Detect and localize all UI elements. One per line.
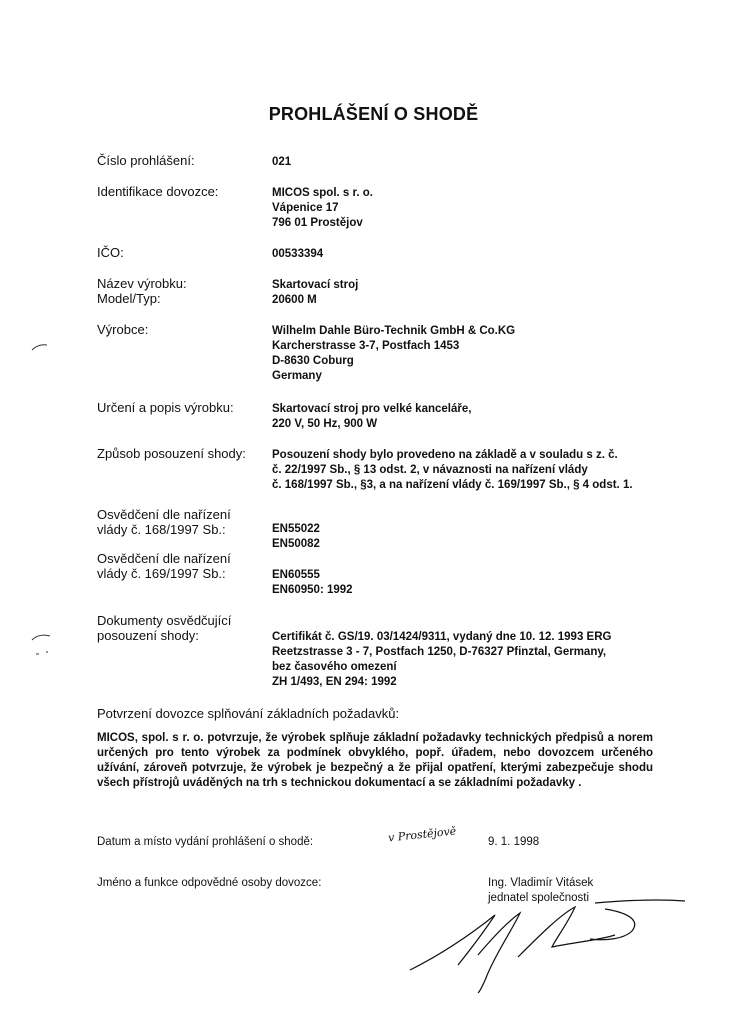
cert-168-line-2: EN50082	[272, 538, 320, 550]
field-label-product-name: Název výrobku:	[97, 276, 187, 291]
confirmation-heading: Potvrzení dovozce splňování základních požadavků:	[97, 706, 400, 721]
manufacturer-name: Wilhelm Dahle Büro-Technik GmbH & Co.KG	[272, 325, 516, 337]
cert-168-line-1: EN55022	[272, 523, 320, 535]
product-name: Skartovací stroj	[272, 279, 359, 291]
field-label-model: Model/Typ:	[97, 291, 161, 306]
field-label-cert-169-line2: vlády č. 169/1997 Sb.:	[97, 566, 226, 581]
cert-169-line-1: EN60555	[272, 569, 320, 581]
cert-169-line-2: EN60950: 1992	[272, 584, 353, 596]
field-label-purpose: Určení a popis výrobku:	[97, 400, 234, 415]
field-value-declaration-number: 021	[272, 156, 292, 168]
handwritten-place: v Prostějově	[387, 824, 457, 845]
assessment-line-2: č. 22/1997 Sb., § 13 odst. 2, v návaznosti na nařízení vlády	[272, 464, 588, 476]
date-place-label: Datum a místo vydání prohlášení o shodě:	[97, 836, 314, 848]
manufacturer-city: D-8630 Coburg	[272, 355, 354, 367]
field-value-ico: 00533394	[272, 248, 324, 260]
field-label-ico: IČO:	[97, 245, 124, 260]
field-label-cert-168-line2: vlády č. 168/1997 Sb.:	[97, 522, 226, 537]
purpose-line-2: 220 V, 50 Hz, 900 W	[272, 418, 378, 430]
field-label-cert-168: Osvědčení dle nařízení	[97, 507, 231, 522]
document-title: PROHLÁŠENÍ O SHODĚ	[268, 104, 479, 124]
purpose-line-1: Skartovací stroj pro velké kanceláře,	[272, 403, 472, 415]
documents-line-3: bez časového omezení	[272, 661, 397, 673]
field-label-documents-line2: posouzení shody:	[97, 628, 199, 643]
margin-mark-icon	[30, 340, 50, 354]
responsible-person-label: Jméno a funkce odpovědné osoby dovozce:	[97, 877, 322, 889]
field-label-importer: Identifikace dovozce:	[97, 184, 219, 199]
manufacturer-street: Karcherstrasse 3-7, Postfach 1453	[272, 340, 460, 352]
field-label-declaration-number: Číslo prohlášení:	[97, 153, 195, 168]
responsible-person-role: jednatel společnosti	[488, 892, 590, 904]
confirmation-text: MICOS, spol. s r. o. potvrzuje, že výrobek splňuje základní požadavky technických předpisů a norem určených pro tento výrobek za podmínek obvyklého, popř. úřadem, nebo dovozcem určeného užívání, zároveň potvrzuje, že výrobek je bezpečný a že přijal opatření, kterými zabezpečuje shodu všech přístrojů uváděných na trh s technickou dokumentací a se základními požadavky .	[97, 732, 653, 789]
importer-name: MICOS spol. s r. o.	[272, 187, 373, 199]
field-label-manufacturer: Výrobce:	[97, 322, 149, 337]
manufacturer-country: Germany	[272, 370, 322, 382]
assessment-line-3: č. 168/1997 Sb., §3, a na nařízení vlády č. 169/1997 Sb., § 4 odst. 1.	[272, 479, 633, 491]
importer-city: 796 01 Prostějov	[272, 217, 363, 229]
issue-date: 9. 1. 1998	[488, 836, 540, 848]
responsible-person-name: Ing. Vladimír Vitásek	[488, 877, 594, 889]
documents-line-1: Certifikát č. GS/19. 03/1424/9311, vydaný dne 10. 12. 1993 ERG	[272, 631, 612, 643]
margin-mark-icon	[30, 630, 54, 660]
field-label-assessment: Způsob posouzení shody:	[97, 446, 246, 461]
documents-line-2: Reetzstrasse 3 - 7, Postfach 1250, D-76327 Pfinztal, Germany,	[272, 646, 607, 658]
signature-image	[400, 895, 690, 995]
assessment-line-1: Posouzení shody bylo provedeno na základě a v souladu s z. č.	[272, 449, 618, 461]
field-label-cert-169: Osvědčení dle nařízení	[97, 551, 231, 566]
documents-line-4: ZH 1/493, EN 294: 1992	[272, 676, 397, 688]
importer-street: Vápenice 17	[272, 202, 339, 214]
product-model: 20600 M	[272, 294, 317, 306]
field-label-documents: Dokumenty osvědčující	[97, 613, 232, 628]
